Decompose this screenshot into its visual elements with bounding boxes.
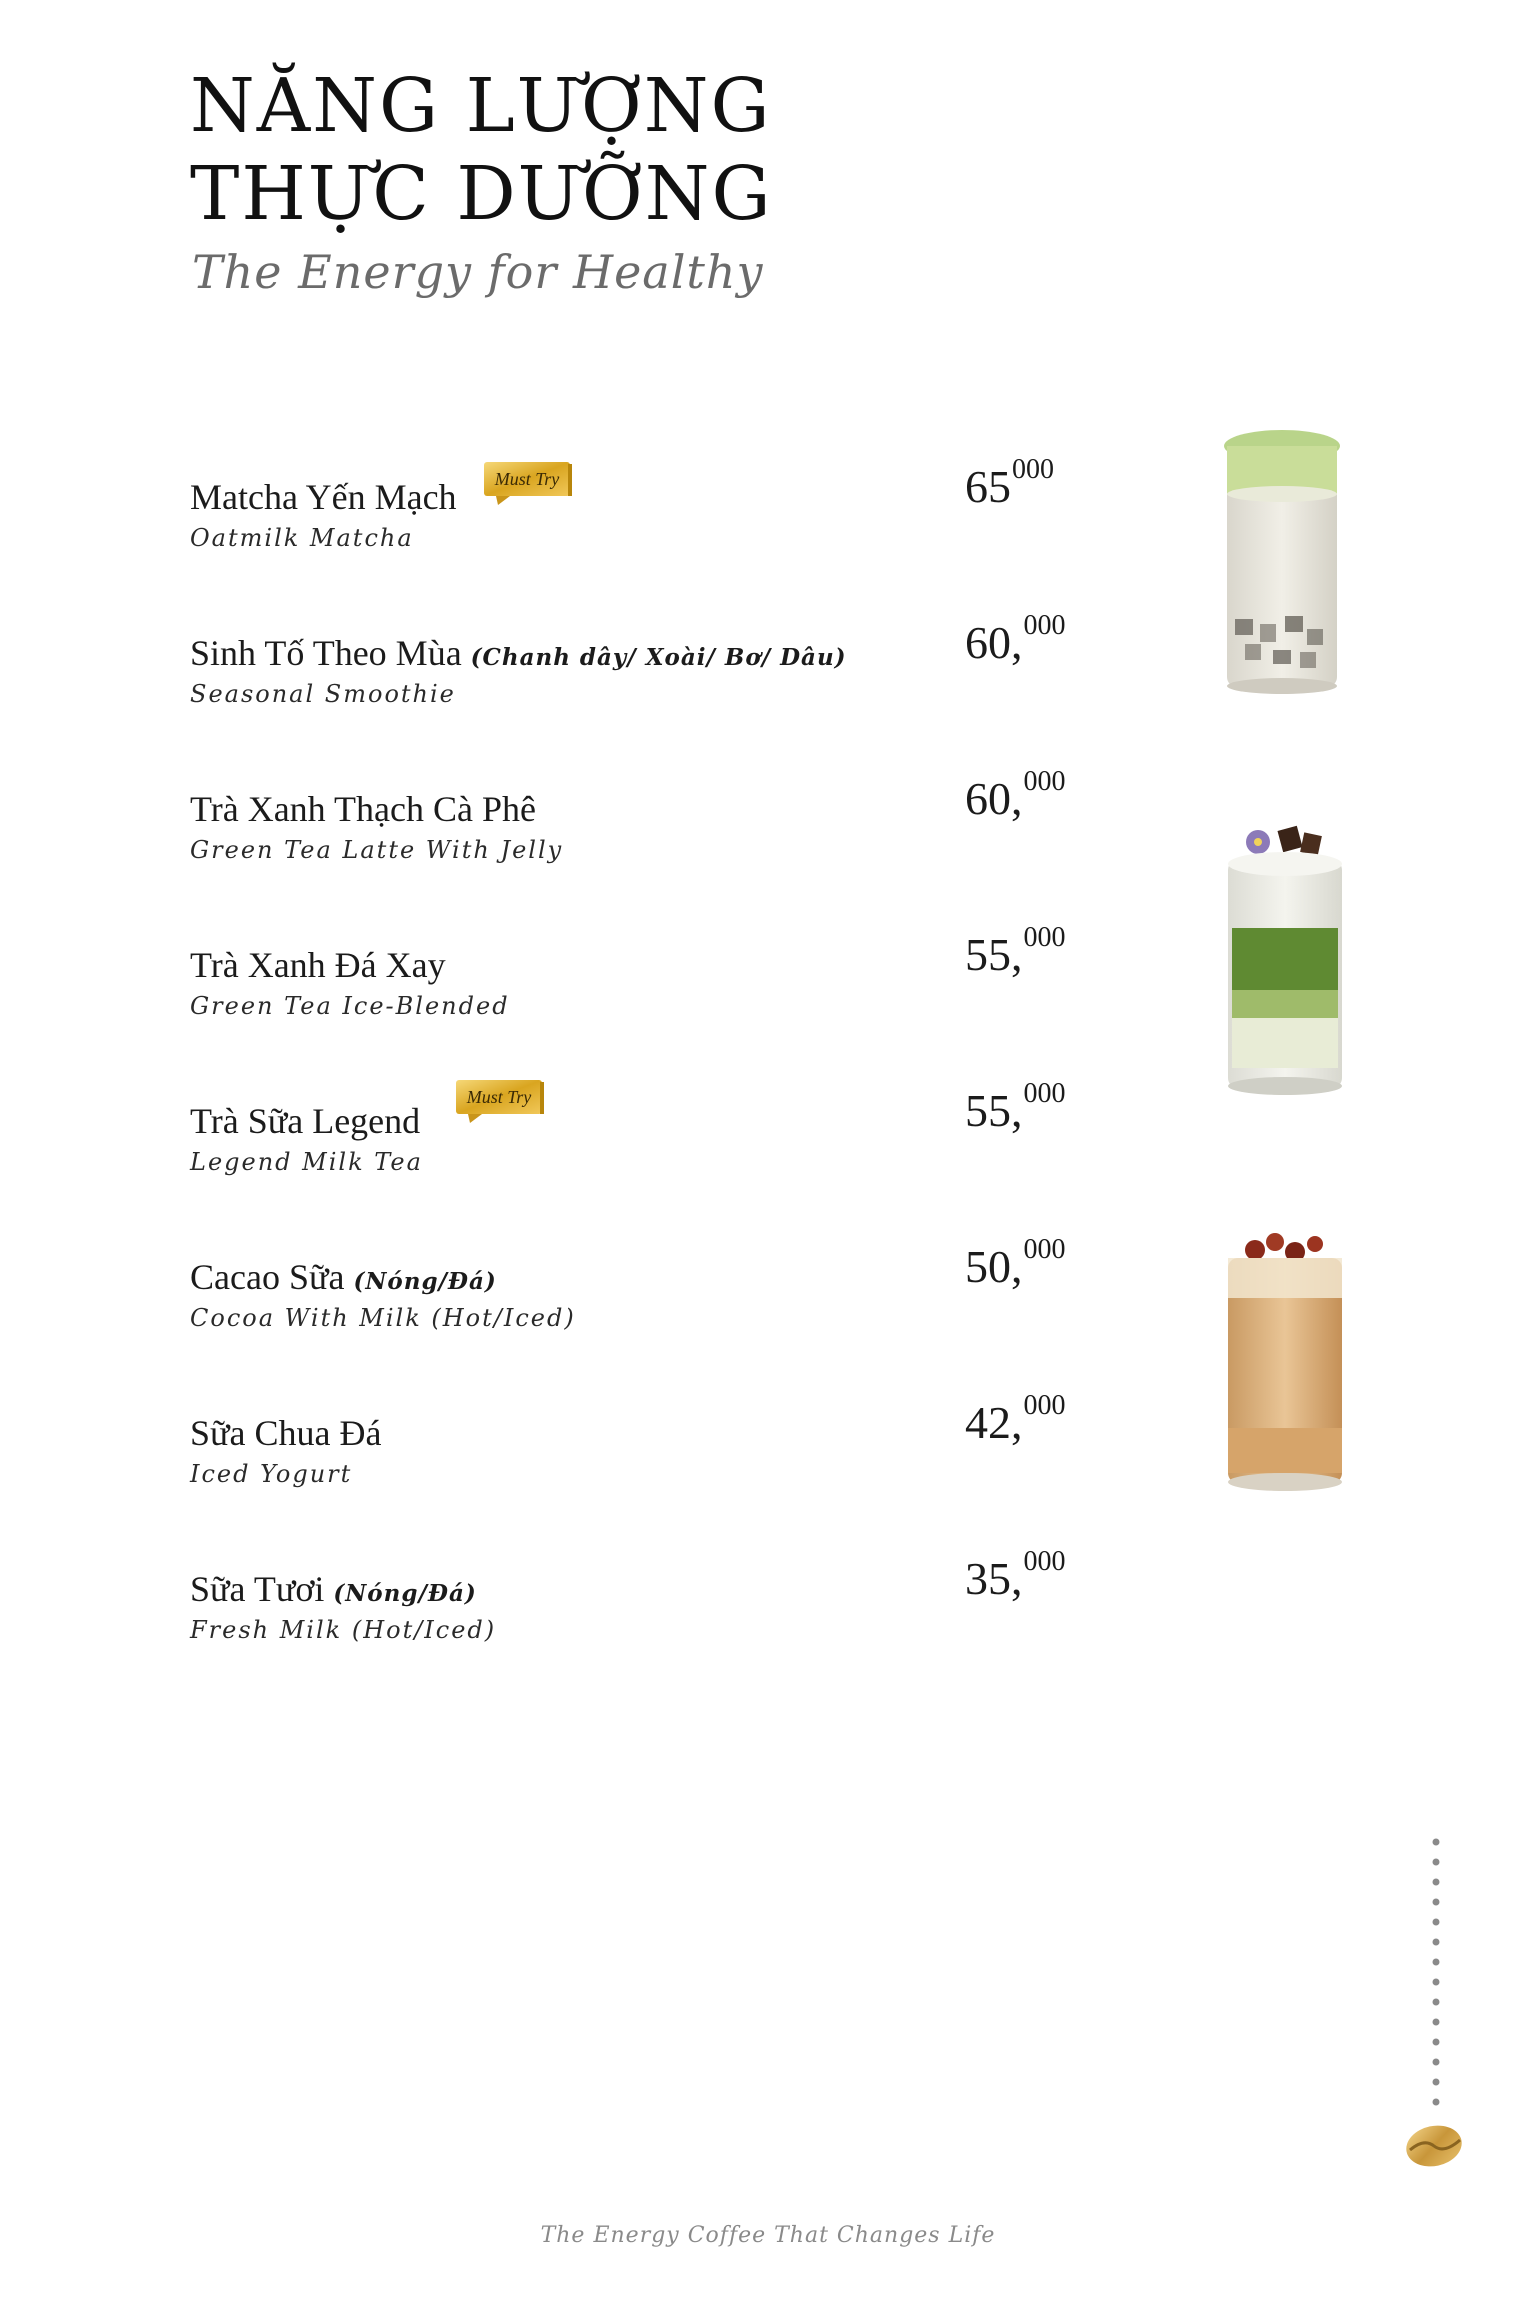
menu-item-english: Iced Yogurt (190, 1460, 353, 1488)
menu-item (190, 476, 1090, 552)
title-line-1: NĂNG LƯỢNG (190, 63, 772, 149)
menu-item (190, 944, 1090, 1020)
green-tea-drink-image (1220, 820, 1350, 1100)
menu-item-english: Fresh Milk (Hot/Iced) (190, 1616, 497, 1644)
title-line-2: THỰC DƯỠNG (190, 151, 773, 237)
menu-item-name: Cacao Sữa (Nóng/Đá) (190, 1257, 497, 1297)
must-try-badge (456, 1078, 548, 1124)
menu-item-english: Legend Milk Tea (190, 1148, 423, 1176)
coffee-bean-icon (1402, 2120, 1466, 2172)
menu-item-english: Oatmilk Matcha (190, 524, 414, 552)
must-try-label: Must Try (466, 1087, 532, 1107)
menu-item-price: 60,$^{000}$ (965, 766, 1066, 824)
menu-item-name: Sữa Chua Đá (190, 1413, 382, 1453)
menu-item-price: 35,$^{000}$ (965, 1546, 1066, 1604)
menu-item-note: (Nóng/Đá) (353, 1268, 497, 1295)
matcha-oatmilk-drink-image (1215, 424, 1345, 694)
menu-item-english: Seasonal Smoothie (190, 680, 456, 708)
page-subtitle: The Energy for Healthy (192, 245, 764, 299)
menu-item (190, 632, 1090, 708)
menu-item-price: 50,$^{000}$ (965, 1234, 1066, 1292)
menu-item-english: Green Tea Ice-Blended (190, 992, 510, 1020)
dotted-line (1430, 1838, 1442, 2118)
menu-item-name: Matcha Yến Mạch (190, 477, 457, 517)
menu-item-name: Sinh Tố Theo Mùa (Chanh dây/ Xoài/ Bơ/ Dâu) (190, 633, 847, 673)
menu-item-name: Trà Xanh Thạch Cà Phê (190, 789, 536, 829)
menu-item (190, 1100, 1090, 1176)
menu-item-english: Cocoa With Milk (Hot/Iced) (190, 1304, 576, 1332)
menu-item-price: $65^{000}$ (965, 454, 1054, 512)
menu-item-price: 42,$^{000}$ (965, 1390, 1066, 1448)
must-try-label: Must Try (494, 469, 560, 489)
footer-tagline: The Energy Coffee That Changes Life (540, 2223, 996, 2248)
cacao-milk-drink-image (1220, 1228, 1350, 1498)
menu-item-price: 55,$^{000}$ (965, 1078, 1066, 1136)
menu-item-english: Green Tea Latte With Jelly (190, 836, 564, 864)
menu-item-price: 55,$^{000}$ (965, 922, 1066, 980)
menu-item-name: Sữa Tươi (Nóng/Đá) (190, 1569, 477, 1609)
menu-item-name: Trà Xanh Đá Xay (190, 945, 446, 985)
must-try-badge (484, 460, 576, 506)
menu-item (190, 788, 1090, 864)
menu-item-note: (Nóng/Đá) (333, 1580, 477, 1607)
menu-item (190, 1256, 1090, 1332)
page-title (190, 62, 773, 238)
menu-item-name: Trà Sữa Legend (190, 1101, 421, 1141)
menu-item (190, 1568, 1090, 1644)
menu-item (190, 1412, 1090, 1488)
menu-item-price: 60,$^{000}$ (965, 610, 1066, 668)
menu-item-note: (Chanh dây/ Xoài/ Bơ/ Dâu) (470, 644, 847, 671)
